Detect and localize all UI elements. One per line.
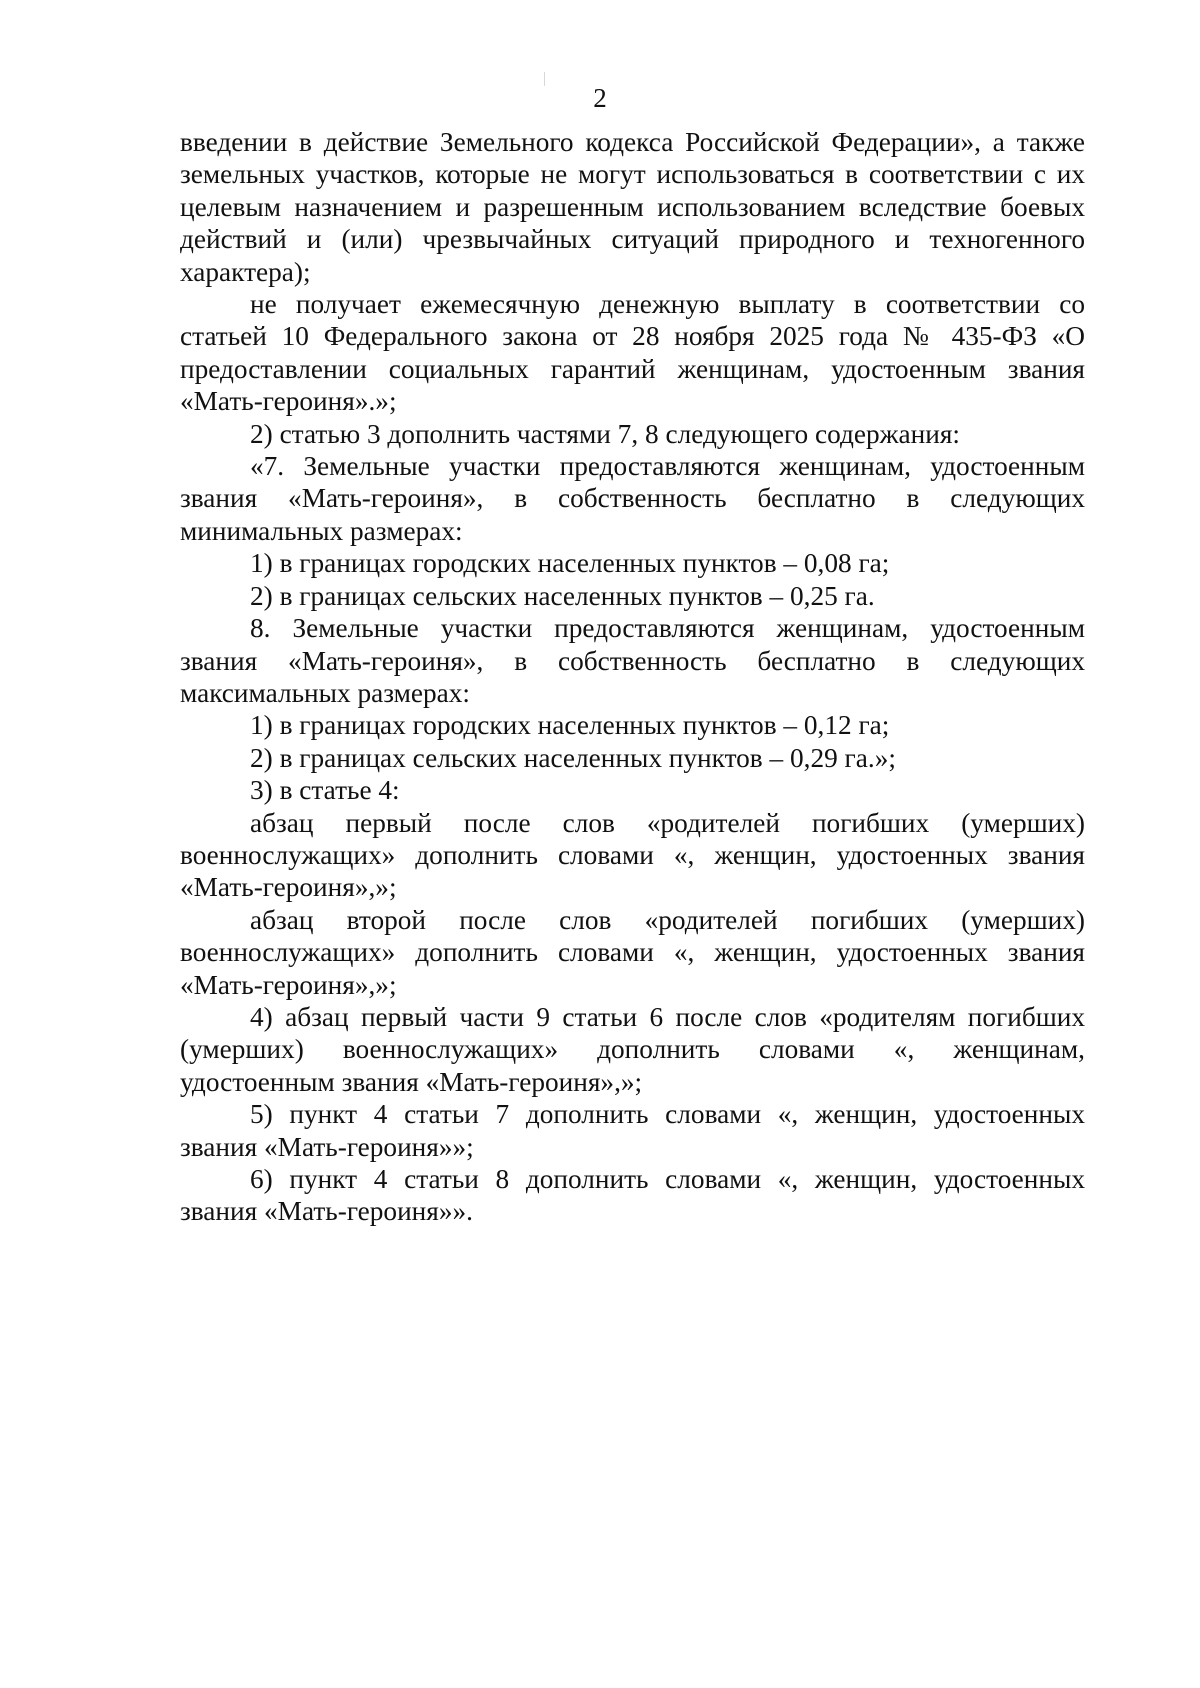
text-line: 1) в границах городских населенных пунктов – 0,08 га; (250, 548, 890, 579)
text-line: 4) абзац первый части 9 статьи 6 после слов «родителям погибших (250, 1001, 1085, 1032)
paragraph (180, 904, 1085, 1001)
text-line: военнослужащих» дополнить словами «, женщин, удостоенных звания (180, 937, 1085, 968)
paragraph (180, 774, 1085, 806)
paragraph (180, 126, 1085, 288)
text-line: военнослужащих» дополнить словами «, женщин, удостоенных звания (180, 839, 1085, 870)
text-line: 1) в границах городских населенных пунктов – 0,12 га; (250, 710, 890, 741)
text-line: «7. Земельные участки предоставляются женщинам, удостоенным (250, 451, 1085, 482)
page-number: 2 (593, 83, 607, 113)
document-body (180, 126, 1085, 1228)
text-line: звания «Мать-героиня», в собственность бесплатно в следующих (180, 483, 1085, 514)
paragraph (180, 1098, 1085, 1163)
text-line: 2) в границах сельских населенных пунктов – 0,29 га.»; (250, 742, 896, 773)
text-line: целевым назначением и разрешенным использованием вследствие боевых (180, 191, 1085, 222)
text-line: введении в действие Земельного кодекса Российской Федерации», а также (180, 127, 1085, 157)
paragraph (180, 418, 1085, 450)
text-line: «Мать-героиня»,»; (180, 969, 397, 1000)
text-line: звания «Мать-героиня»»; (180, 1131, 474, 1162)
text-line: 6) пункт 4 статьи 8 дополнить словами «, женщин, удостоенных (250, 1164, 1085, 1194)
text-line: «Мать-героиня».»; (180, 386, 397, 417)
text-line: статьей 10 Федерального закона от 28 ноября 2025 года № 435-ФЗ «О (180, 321, 1085, 352)
paragraph (180, 580, 1085, 612)
paragraph (180, 709, 1085, 741)
text-line: 2) в границах сельских населенных пунктов – 0,25 га. (250, 580, 875, 611)
text-line: максимальных размерах: (180, 677, 470, 708)
text-line: не получает ежемесячную денежную выплату в соответствии со (250, 289, 1085, 320)
text-line: абзац первый после слов «родителей погибших (умерших) (250, 807, 1085, 838)
text-line: 5) пункт 4 статьи 7 дополнить словами «, женщин, удостоенных (250, 1099, 1085, 1130)
paragraph (180, 288, 1085, 418)
paragraph (180, 807, 1085, 904)
text-line: предоставлении социальных гарантий женщинам, удостоенным звания (180, 353, 1085, 384)
text-line: 2) статью 3 дополнить частями 7, 8 следующего содержания: (250, 418, 960, 449)
text-line: земельных участков, которые не могут использоваться в соответствии с их (180, 159, 1085, 190)
text-line: 8. Земельные участки предоставляются женщинам, удостоенным (250, 613, 1085, 644)
paragraph (180, 547, 1085, 579)
text-line: (умерших) военнослужащих» дополнить словами «, женщинам, (180, 1034, 1085, 1065)
paragraph (180, 612, 1085, 709)
text-line: удостоенным звания «Мать-героиня»,»; (180, 1066, 643, 1097)
text-line: действий и (или) чрезвычайных ситуаций природного и техногенного (180, 224, 1085, 255)
text-line: характера); (180, 256, 311, 287)
text-line: звания «Мать-героиня»». (180, 1196, 473, 1227)
text-line: «Мать-героиня»,»; (180, 872, 397, 903)
text-line: минимальных размерах: (180, 515, 463, 546)
paragraph (180, 1001, 1085, 1098)
paragraph (180, 742, 1085, 774)
text-line: абзац второй после слов «родителей погибших (умерших) (250, 904, 1085, 935)
text-line: звания «Мать-героиня», в собственность бесплатно в следующих (180, 645, 1085, 676)
text-line: 3) в статье 4: (250, 775, 400, 806)
paragraph (180, 450, 1085, 547)
paragraph (180, 1163, 1085, 1228)
